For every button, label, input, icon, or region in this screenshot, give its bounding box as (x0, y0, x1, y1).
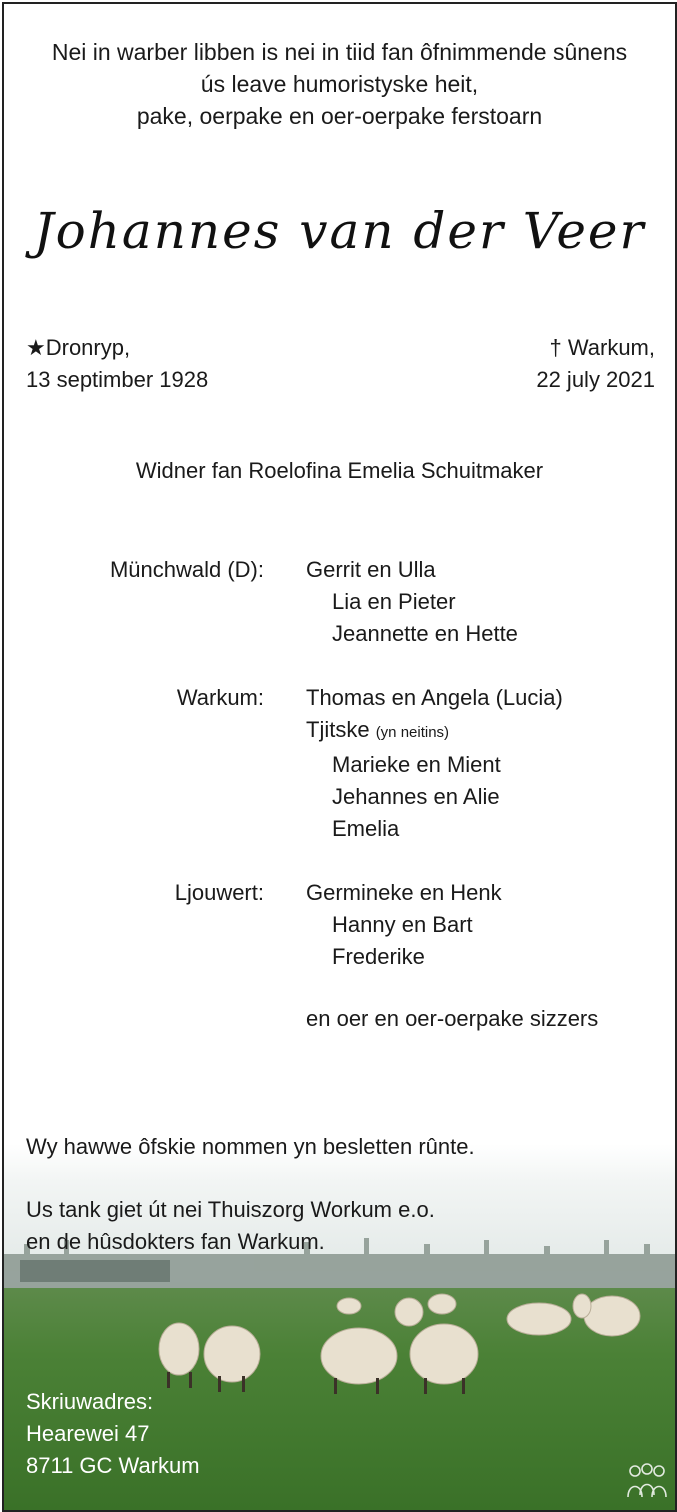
cross-icon: † (549, 335, 562, 360)
death-notice-card (2, 2, 677, 1512)
family-list (4, 554, 675, 1035)
widower-line: Widner fan Roelofina Emelia Schuitmaker (135, 458, 544, 483)
death-date: 22 july 2021 (536, 367, 655, 392)
intro-line-1: Nei in warber libben is nei in tiid fan ôfnimmende sûnens (51, 39, 628, 65)
grandchild-name: Frederike (332, 944, 425, 969)
child-name: Thomas en Angela (Lucia) (306, 685, 563, 710)
closing-line-3: en de hûsdokters fan Warkum. (26, 1229, 325, 1254)
star-icon: ★ (26, 335, 46, 360)
family-group-munchwald (4, 554, 675, 650)
birth-info (26, 332, 208, 396)
family-place: Warkum: (176, 685, 264, 710)
intro-line-3: pake, oerpake en oer-oerpake ferstoarn (136, 103, 543, 129)
death-info (536, 332, 655, 396)
address-label: Skriuwadres: (26, 1389, 154, 1414)
closing-line-2: Us tank giet út nei Thuiszorg Workum e.o. (26, 1197, 435, 1222)
siblings-line: en oer en oer-oerpake sizzers (306, 1006, 599, 1031)
address-street: Hearewei 47 (26, 1421, 150, 1446)
grandchild-name: Emelia (332, 816, 400, 841)
publisher-logo-icon (625, 1463, 669, 1504)
child-name: Gerrit en Ulla (306, 557, 436, 582)
grandchild-name: Marieke en Mient (332, 752, 501, 777)
birth-date: 13 septimber 1928 (26, 367, 209, 392)
intro-line-2: ús leave humoristyske heit, (200, 71, 479, 97)
birth-place: Dronryp, (45, 335, 131, 360)
grandchild-name: Hanny en Bart (332, 912, 473, 937)
family-group-ljouwert (4, 877, 675, 973)
grandchild-name: Jehannes en Alie (332, 784, 500, 809)
address-city: 8711 GC Warkum (26, 1453, 200, 1478)
grandchild-name: Lia en Pieter (332, 589, 456, 614)
closing-line-1: Wy hawwe ôfskie nommen yn besletten rûnte. (26, 1134, 475, 1159)
correspondence-address (26, 1386, 200, 1482)
deceased-name: Johannes van der Veer (33, 202, 646, 260)
family-place: Münchwald (D): (109, 557, 264, 582)
child-name: Germineke en Henk (306, 880, 502, 905)
closing-thanks (26, 1194, 435, 1258)
family-place: Ljouwert: (174, 880, 264, 905)
child-name: Tjitske (306, 717, 370, 742)
family-group-warkum (4, 682, 675, 845)
death-place: Warkum, (567, 335, 655, 360)
intro-text (4, 36, 675, 132)
grandchild-name: Jeannette en Hette (332, 621, 518, 646)
child-note: (yn neitins) (375, 724, 450, 741)
